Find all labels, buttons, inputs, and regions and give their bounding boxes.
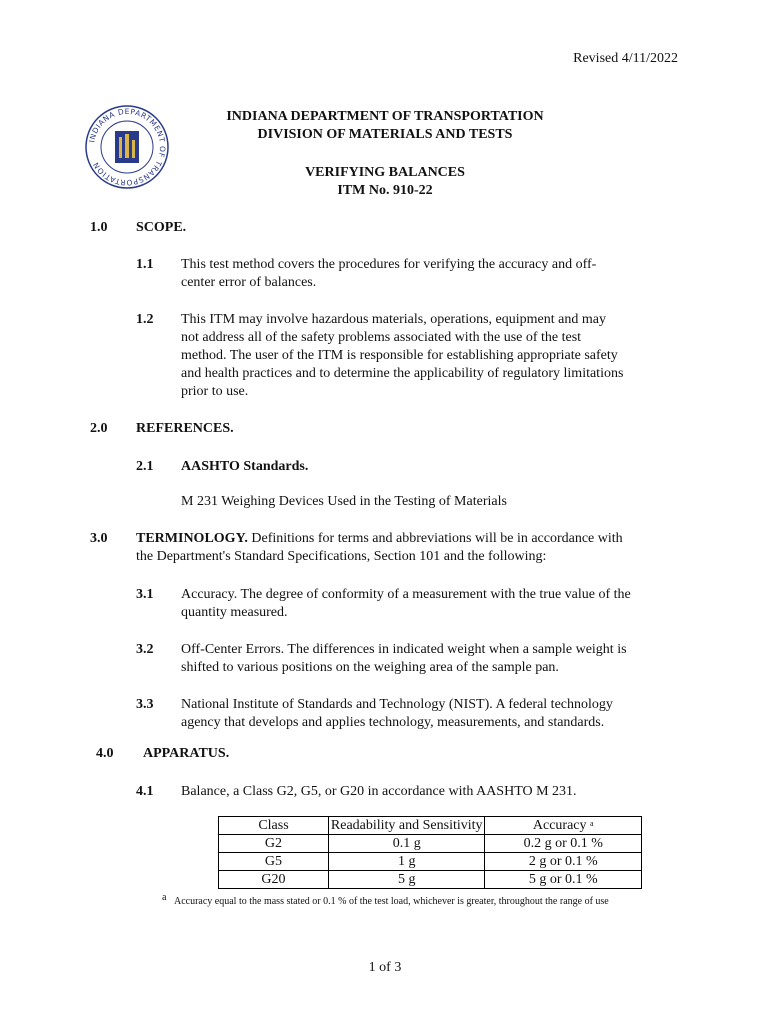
paragraph-number: 4.1 bbox=[136, 784, 154, 799]
section-intro-line bbox=[136, 530, 623, 548]
table-cell: 0.1 g bbox=[328, 835, 485, 853]
table-cell: G5 bbox=[219, 853, 329, 871]
section-number: 1.0 bbox=[90, 220, 108, 235]
reference-item: M 231 Weighing Devices Used in the Testing of Materials bbox=[181, 494, 507, 509]
paragraph-number: 2.1 bbox=[136, 459, 154, 474]
paragraph-line: This test method covers the procedures for verifying the accuracy and off- bbox=[181, 257, 597, 272]
paragraph-line: National Institute of Standards and Technology (NIST). A federal technology bbox=[181, 697, 613, 712]
table-header-row bbox=[219, 817, 642, 835]
section-intro-line: the Department's Standard Specifications, Section 101 and the following: bbox=[136, 549, 547, 564]
table-footnote: Accuracy equal to the mass stated or 0.1 % of the test load, whichever is greater, throughout the range of use bbox=[174, 896, 609, 907]
table-row bbox=[219, 871, 642, 889]
page-number: 1 of 3 bbox=[368, 960, 402, 975]
table-cell: G2 bbox=[219, 835, 329, 853]
table-cell: 1 g bbox=[328, 853, 485, 871]
table-header bbox=[485, 817, 642, 835]
paragraph-line: quantity measured. bbox=[181, 605, 288, 620]
paragraph-line: prior to use. bbox=[181, 384, 249, 399]
svg-text:INDIANA DEPARTMENT OF TRANSPOR: INDIANA DEPARTMENT OF TRANSPORTATION bbox=[87, 106, 168, 188]
table-cell: G20 bbox=[219, 871, 329, 889]
table-row bbox=[219, 853, 642, 871]
paragraph-line: and health practices and to determine the applicability of regulatory limitations bbox=[181, 366, 624, 381]
paragraph-line: agency that develops and applies technology, measurements, and standards. bbox=[181, 715, 605, 730]
section-title: REFERENCES. bbox=[136, 421, 234, 436]
footnote-marker: a bbox=[590, 819, 594, 828]
paragraph-title: AASHTO Standards. bbox=[181, 459, 309, 474]
section-number: 4.0 bbox=[96, 746, 114, 761]
paragraph-line: not address all of the safety problems associated with the use of the test bbox=[181, 330, 582, 345]
division-title: DIVISION OF MATERIALS AND TESTS bbox=[257, 127, 513, 142]
paragraph-line: This ITM may involve hazardous materials, operations, equipment and may bbox=[181, 312, 606, 327]
paragraph-line: Balance, a Class G2, G5, or G20 in accordance with AASHTO M 231. bbox=[181, 784, 577, 799]
section-title: APPARATUS. bbox=[143, 746, 230, 761]
balance-class-table bbox=[218, 816, 642, 889]
paragraph-number: 3.1 bbox=[136, 587, 154, 602]
paragraph-number: 3.2 bbox=[136, 642, 154, 657]
table-header: Readability and Sensitivity bbox=[328, 817, 485, 835]
document-title: VERIFYING BALANCES bbox=[305, 165, 465, 180]
section-title: TERMINOLOGY. bbox=[136, 531, 248, 546]
section-title: SCOPE. bbox=[136, 220, 187, 235]
agency-title: INDIANA DEPARTMENT OF TRANSPORTATION bbox=[226, 109, 544, 124]
paragraph-line: center error of balances. bbox=[181, 275, 317, 290]
paragraph-line: shifted to various positions on the weighing area of the sample pan. bbox=[181, 660, 559, 675]
paragraph-number: 3.3 bbox=[136, 697, 154, 712]
indot-seal-logo bbox=[84, 104, 170, 190]
table-header: Class bbox=[219, 817, 329, 835]
footnote-marker: a bbox=[162, 892, 167, 903]
paragraph-line: Off-Center Errors. The differences in indicated weight when a sample weight is bbox=[181, 642, 627, 657]
table-cell: 5 g or 0.1 % bbox=[485, 871, 642, 889]
table-cell: 2 g or 0.1 % bbox=[485, 853, 642, 871]
paragraph-line: method. The user of the ITM is responsible for establishing appropriate safety bbox=[181, 348, 618, 363]
section-intro-text: Definitions for terms and abbreviations will be in accordance with bbox=[251, 531, 623, 546]
table-row bbox=[219, 835, 642, 853]
itm-number: ITM No. 910-22 bbox=[337, 183, 433, 198]
section-number: 3.0 bbox=[90, 531, 108, 546]
table-cell: 5 g bbox=[328, 871, 485, 889]
paragraph-number: 1.1 bbox=[136, 257, 154, 272]
section-number: 2.0 bbox=[90, 421, 108, 436]
paragraph-number: 1.2 bbox=[136, 312, 154, 327]
paragraph-line: Accuracy. The degree of conformity of a measurement with the true value of the bbox=[181, 587, 631, 602]
table-cell: 0.2 g or 0.1 % bbox=[485, 835, 642, 853]
table-header-text: Accuracy bbox=[532, 818, 587, 833]
revision-date: Revised 4/11/2022 bbox=[573, 51, 678, 66]
